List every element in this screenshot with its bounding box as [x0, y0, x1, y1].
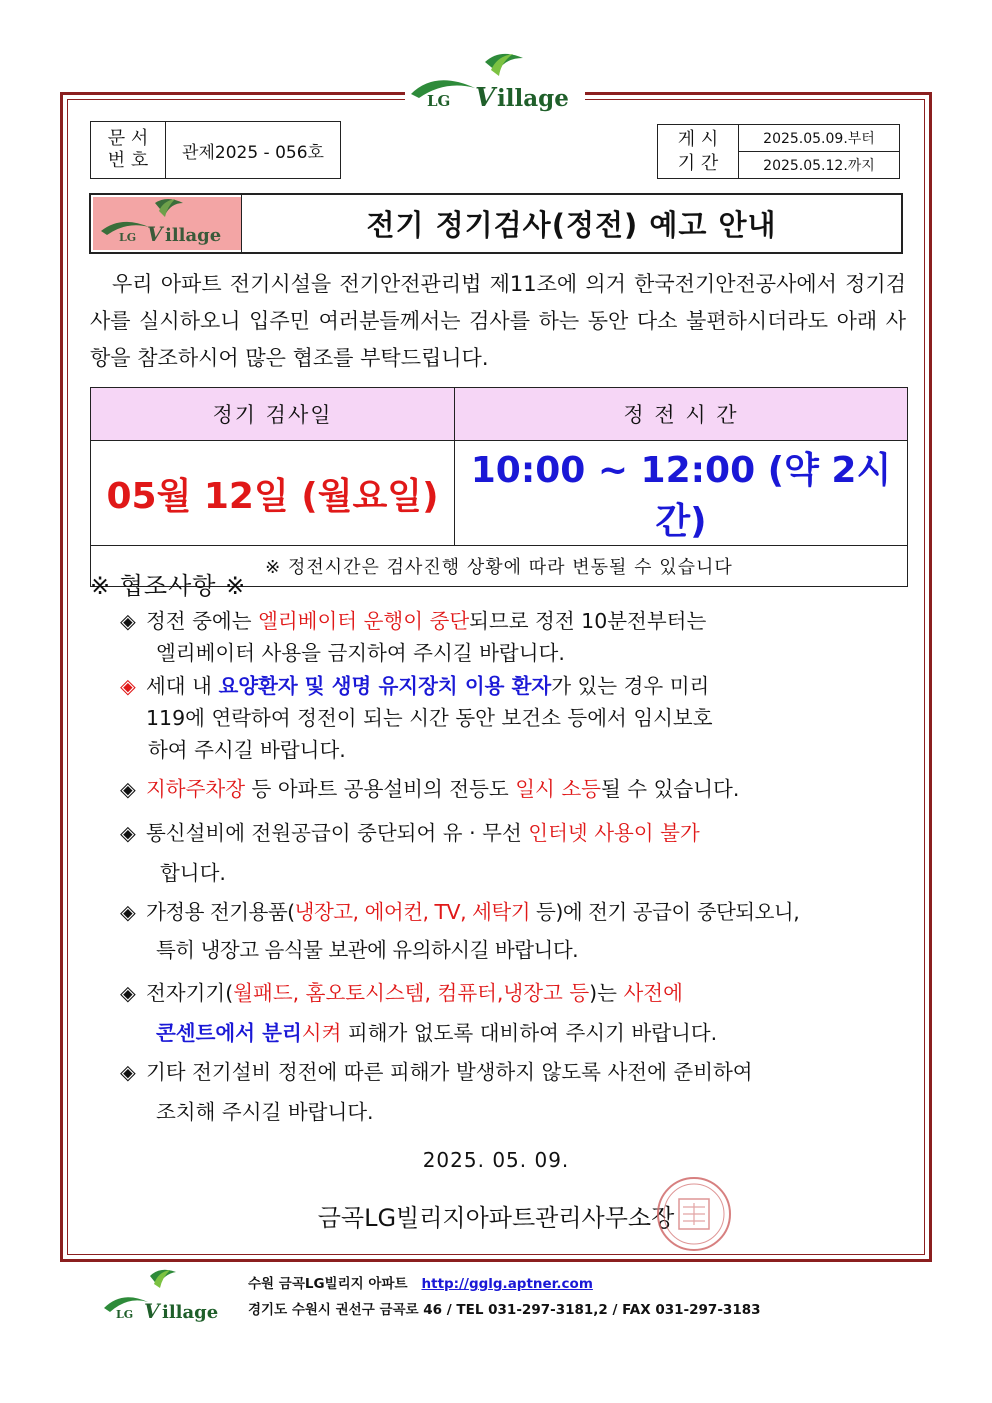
period-from: 2025.05.09.부터 — [739, 125, 900, 152]
footer-logo — [100, 1268, 230, 1328]
coop-item-7: ◈ 기타 전기설비 정전에 따른 피해가 발생하지 않도록 사전에 준비하여 조치해 주시길 바랍니다. — [120, 1052, 753, 1132]
title-logo — [93, 197, 241, 250]
coop-item-6: ◈ 전자기기(월패드, 홈오토시스템, 컴퓨터,냉장고 등)는 사전에 콘센트에서 분리시켜 피해가 없도록 대비하여 주시기 바랍니다. — [120, 973, 717, 1053]
schedule-time-text: 10:00 ~ 12:00 (약 2시간) — [470, 450, 892, 542]
coop-title: ※ 협조사항 ※ — [90, 572, 247, 600]
diamond-bullet-red-icon: ◈ — [120, 674, 136, 698]
issue-date: 2025. 05. 09. — [422, 1148, 570, 1172]
coop-item-3: ◈ 지하주차장 등 아파트 공용설비의 전등도 일시 소등될 수 있습니다. — [120, 773, 739, 805]
coop-item-5: ◈ 가정용 전기용품(냉장고, 에어컨, TV, 세탁기 등)에 전기 공급이 중단되오니, 특히 냉장고 음식물 보관에 유의하시길 바랍니다. — [120, 893, 799, 969]
svg-text:V: V — [475, 83, 496, 113]
diamond-bullet-icon: ◈ — [120, 1060, 136, 1084]
office-signature: 금곡LG빌리지아파트관리사무소장 — [317, 1204, 675, 1232]
footer-website-link[interactable]: http://gglg.aptner.com — [421, 1276, 593, 1292]
page-title: 전기 정기검사(정전) 예고 안내 — [241, 195, 901, 252]
logo-word: illage — [497, 85, 569, 112]
schedule-date: 05월 12일 (월요일) — [91, 441, 455, 546]
footer-apartment-name: 수원 금곡LG빌리지 아파트 — [248, 1276, 408, 1292]
svg-text:V: V — [144, 1299, 160, 1323]
diamond-bullet-icon: ◈ — [120, 900, 136, 924]
intro-paragraph — [90, 266, 906, 377]
logo-prefix: LG — [427, 92, 451, 110]
official-seal-icon — [655, 1175, 733, 1253]
lg-village-logo-icon — [405, 50, 585, 118]
schedule-time — [455, 441, 908, 546]
footer-address: 경기도 수원시 권선구 금곡로 46 / TEL 031-297-3181,2 / FAX 031-297-3183 — [248, 1302, 761, 1318]
svg-text:V: V — [147, 222, 163, 246]
diamond-bullet-icon: ◈ — [120, 981, 136, 1005]
top-logo — [405, 50, 585, 118]
svg-text:illage: illage — [165, 225, 222, 246]
svg-text:illage: illage — [162, 1302, 219, 1323]
posting-period-box — [657, 124, 900, 179]
intro-text: 우리 아파트 전기시설을 전기안전관리법 제11조에 의거 한국전기안전공사에서 정기검사를 실시하오니 입주민 여러분들께서는 검사를 하는 동안 다소 불편하시더라도 아래 사항을 참조하시어 많은 협조를 부탁드립니다. — [90, 272, 906, 370]
schedule-table — [90, 387, 908, 587]
schedule-note: ※ 정전시간은 검사진행 상황에 따라 변동될 수 있습니다 — [91, 546, 908, 587]
period-label-2: 기 간 — [677, 152, 719, 174]
diamond-bullet-icon: ◈ — [120, 821, 136, 845]
svg-text:LG: LG — [116, 1308, 134, 1321]
docno-label-1: 문 서 — [107, 128, 149, 149]
period-to: 2025.05.12.까지 — [739, 152, 900, 179]
lg-village-logo-footer-icon — [100, 1268, 230, 1328]
diamond-bullet-icon: ◈ — [120, 609, 136, 633]
coop-item-4: ◈ 통신설비에 전원공급이 중단되어 유 · 무선 인터넷 사용이 불가 합니다. — [120, 813, 700, 893]
footer-line-1 — [248, 1272, 593, 1292]
diamond-bullet-icon: ◈ — [120, 777, 136, 801]
title-bar — [89, 193, 903, 254]
schedule-header-time: 정 전 시 간 — [455, 388, 908, 441]
docno-label-2: 번 호 — [107, 150, 149, 171]
schedule-header-date: 정기 검사일 — [91, 388, 455, 441]
svg-text:LG: LG — [119, 231, 137, 244]
coop-item-1: ◈ 정전 중에는 엘리베이터 운행이 중단되므로 정전 10분전부터는 엘리베이터 사용을 금지하여 주시길 바랍니다. — [120, 605, 706, 669]
period-label-1: 게 시 — [677, 128, 719, 150]
coop-item-2: ◈ 세대 내 요양환자 및 생명 유지장치 이용 환자가 있는 경우 미리 119에 연락하여 정전이 되는 시간 동안 보건소 등에서 임시보호 하여 주시길 바랍니다. — [120, 670, 713, 766]
doc-number-box — [90, 121, 341, 179]
lg-village-logo-small-icon — [93, 197, 241, 250]
doc-number-value: 관제2025 - 056호 — [166, 122, 341, 179]
